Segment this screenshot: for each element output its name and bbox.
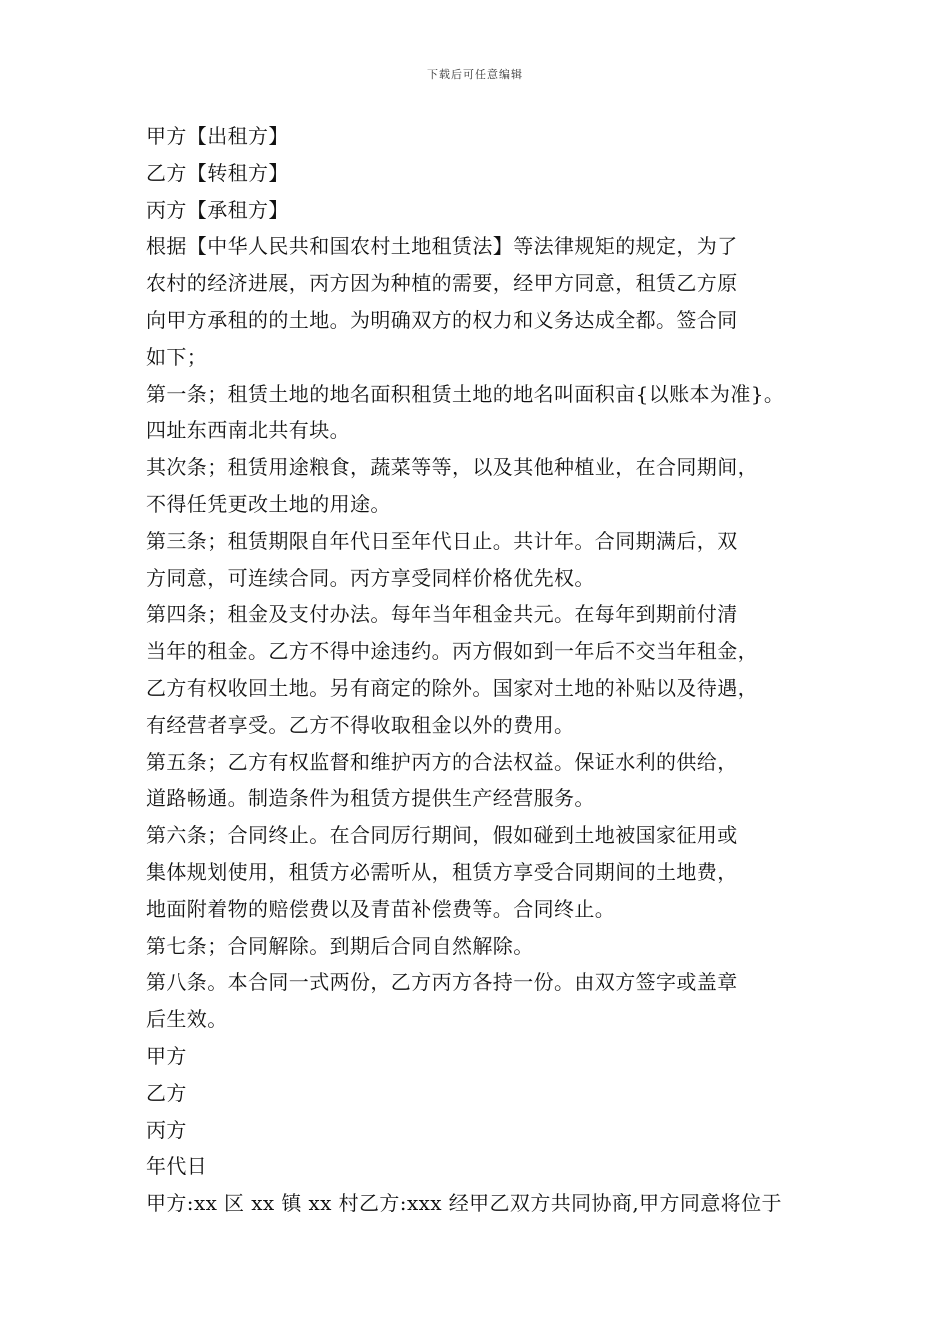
text-line: 其次条；租赁用途粮食，蔬菜等等，以及其他种植业，在合同期间， (146, 455, 758, 480)
text-line: 道路畅通。制造条件为租赁方提供生产经营服务。 (146, 786, 595, 811)
text-line: 第四条；租金及支付办法。每年当年租金共元。在每年到期前付清 (146, 602, 738, 627)
text-line: 第一条；租赁土地的地名面积租赁土地的地名叫面积亩{以账本为准}。 (146, 381, 785, 406)
text-line: 第八条。本合同一式两份，乙方丙方各持一份。由双方签字或盖章 (146, 970, 738, 995)
text-line: 丙方【承租方】 (146, 197, 289, 222)
text-line: 乙方【转租方】 (146, 160, 289, 185)
text-line: 如下； (146, 344, 208, 369)
text-line: 乙方有权收回土地。另有商定的除外。国家对土地的补贴以及待遇， (146, 675, 758, 700)
text-line: 向甲方承租的的土地。为明确双方的权力和义务达成全都。签合同 (146, 307, 738, 332)
text-line: 第七条；合同解除。到期后合同自然解除。 (146, 933, 534, 958)
text-line: 乙方 (146, 1080, 187, 1105)
text-line: 甲方:xx 区 xx 镇 xx 村乙方:xxx 经甲乙双方共同协商,甲方同意将位于 (146, 1191, 782, 1216)
text-line: 农村的经济进展，丙方因为种植的需要，经甲方同意，租赁乙方原 (146, 271, 738, 296)
contract-body (146, 118, 816, 1222)
text-line: 丙方 (146, 1117, 187, 1142)
text-line: 四址东西南北共有块。 (146, 418, 350, 443)
text-line: 集体规划使用，租赁方必需听从，租赁方享受合同期间的土地费， (146, 859, 738, 884)
text-line: 后生效。 (146, 1007, 228, 1032)
text-line: 根据【中华人民共和国农村土地租赁法】等法律规矩的规定，为了 (146, 234, 738, 259)
text-line: 第五条；乙方有权监督和维护丙方的合法权益。保证水利的供给， (146, 749, 738, 774)
text-line: 有经营者享受。乙方不得收取租金以外的费用。 (146, 712, 575, 737)
text-line: 第三条；租赁期限自年代日至年代日止。共计年。合同期满后，双 (146, 528, 738, 553)
text-line: 甲方 (146, 1043, 187, 1068)
text-line: 不得任凭更改土地的用途。 (146, 491, 391, 516)
text-line: 方同意，可连续合同。丙方享受同样价格优先权。 (146, 565, 595, 590)
text-line: 当年的租金。乙方不得中途违约。丙方假如到一年后不交当年租金， (146, 639, 758, 664)
page-header-note: 下载后可任意编辑 (427, 68, 523, 81)
text-line: 第六条；合同终止。在合同厉行期间，假如碰到土地被国家征用或 (146, 823, 738, 848)
text-line: 年代日 (146, 1154, 208, 1179)
text-line: 甲方【出租方】 (146, 124, 289, 148)
text-line: 地面附着物的赔偿费以及青苗补偿费等。合同终止。 (146, 896, 616, 921)
